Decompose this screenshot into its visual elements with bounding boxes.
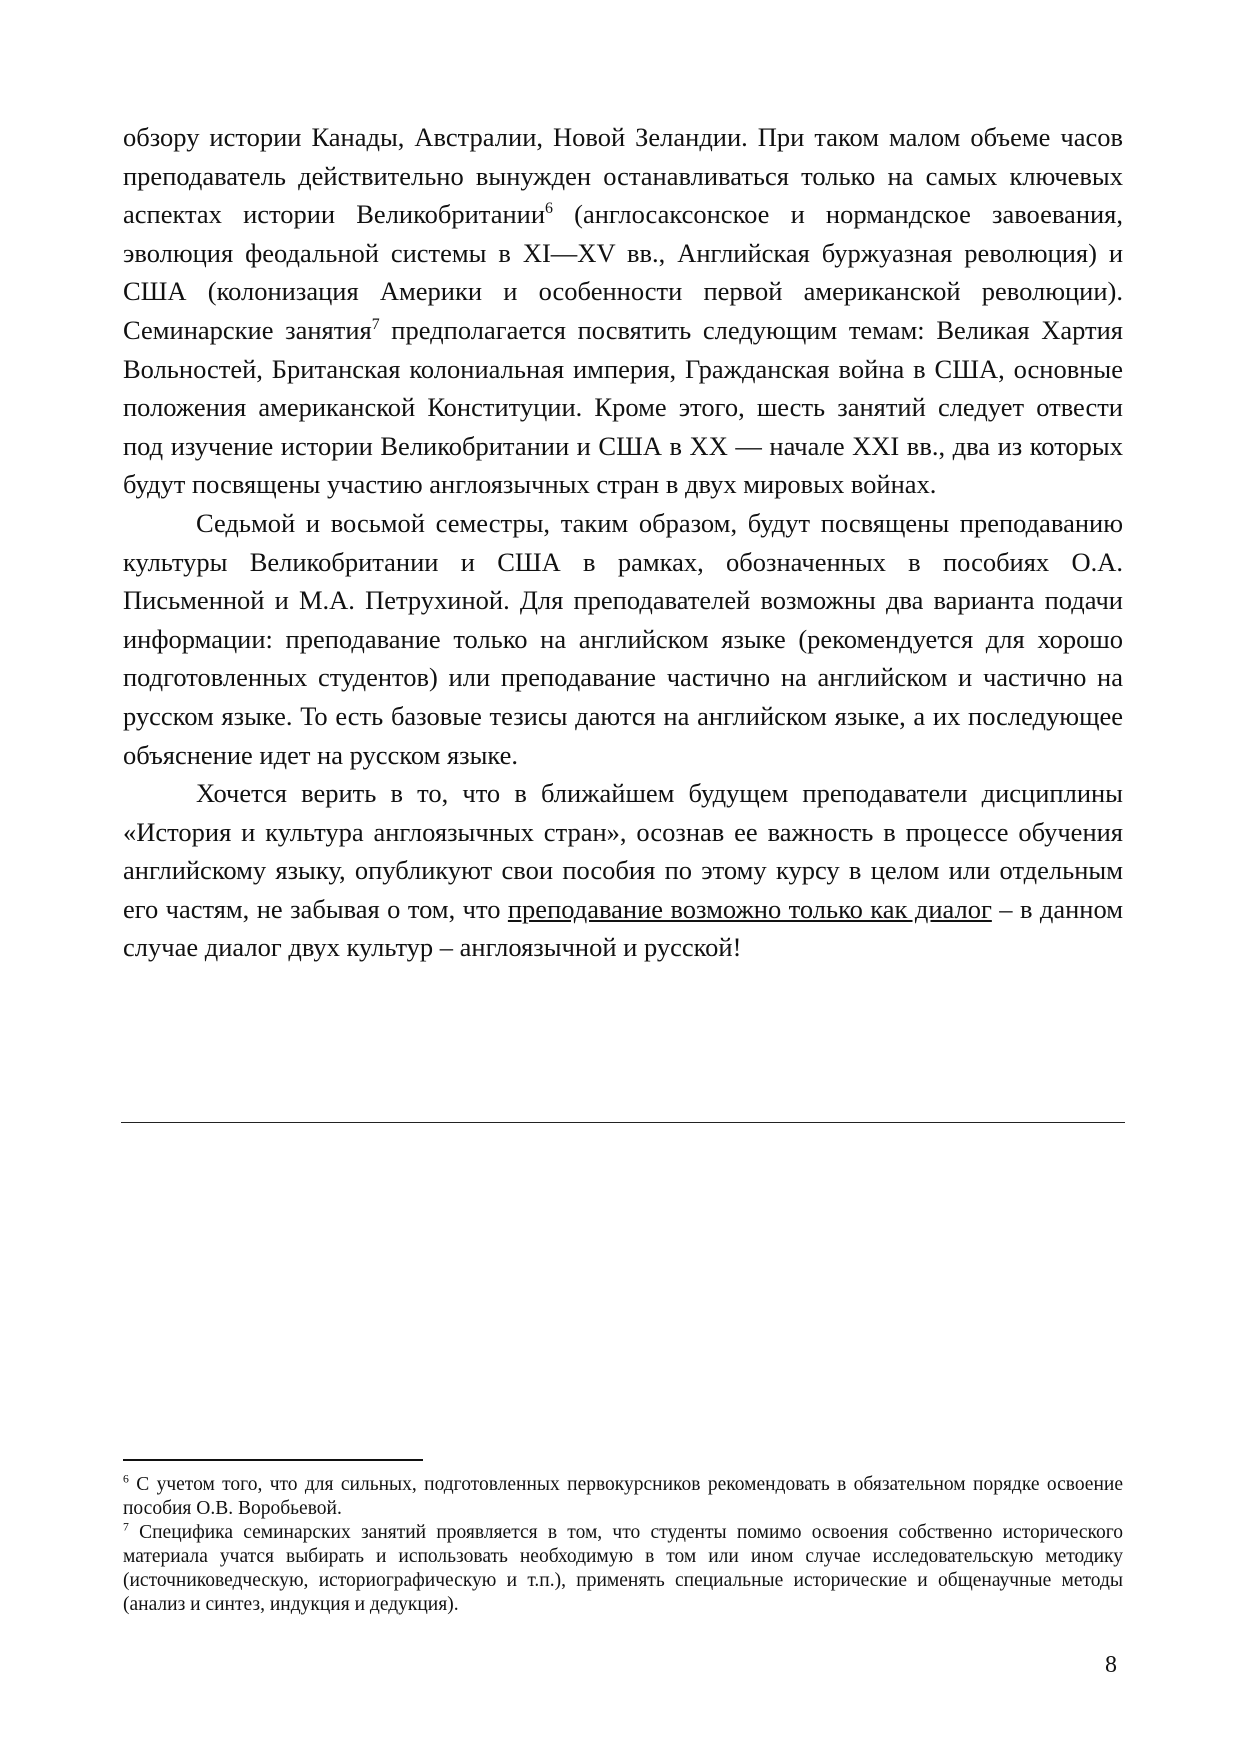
paragraph-text: – в данном случае диалог двух культур – англоязычной и русской!: [123, 893, 1124, 963]
footnotes: [123, 1473, 1123, 1617]
paragraph-text: предполагается посвятить следующим темам: Великая Хартия Вольностей, Британская колониальная империя, Гражданская война в США, основные положения американской Конституции. Кроме этого, шесть занятий следует отвести под изучение истории Великобритании и США в ХХ — начале XXI вв., два из которых будут посвящены участию англоязычных стран в двух мировых войнах.: [123, 314, 1123, 500]
footnote-text: Специфика семинарских занятий проявляется в том, что студенты помимо освоения собственно исторического материала учатся выбирать и использовать необходимую в том или ином случае исследовательскую методику (источниковедческую, историографическую и т.п.), применять специальные исторические и общенаучные методы (анализ и синтез, индукция и дедукция).: [123, 1522, 1123, 1615]
main-text: [123, 118, 1123, 967]
paragraph-2: Седьмой и восьмой семестры, таким образом, будут посвящены преподаванию культуры Великобритании и США в рамках, обозначенных в пособиях О.А. Письменной и М.А. Петрухиной. Для преподавателей возможны два варианта подачи информации: преподавание только на английском языке (рекомендуется для хорошо подготовленных студентов) или преподавание частично на английском и частично на русском языке. То есть базовые тезисы даются на английском языке, а их последующее объяснение идет на русском языке.: [123, 507, 1123, 770]
footnote-text: С учетом того, что для сильных, подготовленных первокурсников рекомендовать в обязательном порядке освоение пособия О.В. Воробьевой.: [123, 1474, 1123, 1519]
footnote-ref-6[interactable]: 6: [545, 200, 553, 218]
footnote-number: 7: [123, 1520, 129, 1534]
paragraph-1: [123, 118, 1123, 504]
paragraph-text: обзору истории Канады, Австралии, Новой Зеландии. При таком малом объеме часов преподаватель действительно вынужден останавливаться только на самых ключевых аспектах истории Великобритании: [123, 122, 1123, 230]
paragraph-3: [123, 774, 1123, 967]
footnote-6: [123, 1473, 1123, 1521]
underlined-phrase: преподавание возможно только как диалог: [507, 893, 992, 924]
page-number: 8: [1105, 1652, 1117, 1678]
footnote-ref-7[interactable]: 7: [371, 316, 380, 334]
footnote-7: [123, 1521, 1123, 1617]
footnote-number: 6: [123, 1472, 129, 1486]
paragraph-text: (англосаксонское и нормандское завоевания, эволюция феодальной системы в XI—XV вв., Английская буржуазная революция) и США (колонизация Америки и особенности первой американской революции). Семинарские занятия: [123, 199, 1123, 345]
footnote-separator: [123, 1459, 423, 1461]
section-rule: [121, 1122, 1125, 1123]
paragraph-text: Хочется верить в то, что в ближайшем будущем преподаватели дисциплины «История и культура англоязычных стран», осознав ее важность в процессе обучения английскому языку, опубликуют свои пособия по этому курсу в целом или отдельным его частям, не забывая о том, что: [123, 778, 1123, 924]
